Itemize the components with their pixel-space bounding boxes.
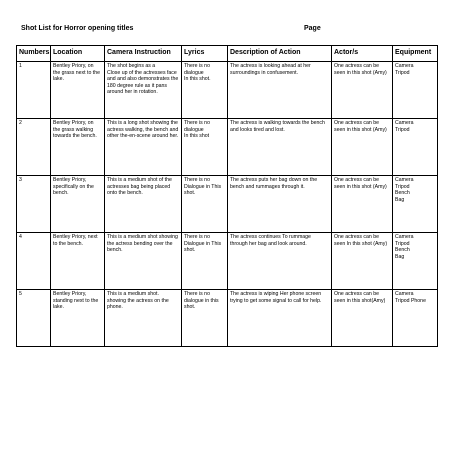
- cell-description-of-action: The actress is looking ahead at her surroundings in confusement.: [228, 62, 332, 119]
- cell-actors: One actress can be seen in this shot(Amy): [332, 290, 393, 347]
- table-row: [17, 233, 438, 290]
- cell-actors: One actress can be seen in this shot (Amy): [332, 119, 393, 176]
- cell-lyrics: There is no Dialogue in This shot.: [182, 176, 228, 233]
- cell-camera-instruction: This is a medium shot showing the actress bending over the bench.: [105, 233, 182, 290]
- column-header-numbers: Numbers: [17, 46, 51, 62]
- column-header-location: Location: [51, 46, 105, 62]
- cell-description-of-action: The actress is wiping Her phone screen trying to get some signal to call for help.: [228, 290, 332, 347]
- cell-number: 1: [17, 62, 51, 119]
- cell-camera-instruction: This is a medium shot. showing the actress on the phone.: [105, 290, 182, 347]
- cell-location: Bentley Priory, specifically on the bench.: [51, 176, 105, 233]
- cell-camera-instruction: The shot begins as a Close up of the actresses face and and also demonstrates the 180 degree rule as it pans around her in rotation.: [105, 62, 182, 119]
- cell-description-of-action: The actress continues To rummage through her bag and look around.: [228, 233, 332, 290]
- cell-camera-instruction: This is a medium shot of the actresses bag being placed onto the bench.: [105, 176, 182, 233]
- table-row: [17, 119, 438, 176]
- cell-actors: One actress can be seen in this shot (Amy): [332, 176, 393, 233]
- cell-lyrics: There is no dialogue In this shot: [182, 119, 228, 176]
- document-title: Shot List for Horror opening titles: [21, 25, 134, 32]
- table-row: [17, 290, 438, 347]
- cell-actors: One actress can be seen in this shot (Amy): [332, 62, 393, 119]
- page-label: Page: [304, 25, 321, 32]
- cell-lyrics: There is no dialogue In this shot.: [182, 62, 228, 119]
- cell-location: Bentley Priory, standing next to the lake.: [51, 290, 105, 347]
- cell-lyrics: There is no Dialogue in This shot.: [182, 233, 228, 290]
- column-header-lyrics: Lyrics: [182, 46, 228, 62]
- cell-number: 3: [17, 176, 51, 233]
- cell-number: 2: [17, 119, 51, 176]
- cell-equipment: Camera Tripod: [393, 62, 438, 119]
- shot-list-table: [16, 45, 438, 347]
- cell-equipment: Camera Tripod Bench Bag: [393, 233, 438, 290]
- table-row: [17, 176, 438, 233]
- cell-location: Bentley Priory, next to the bench.: [51, 233, 105, 290]
- cell-location: Bentley Priory, on the grass walking towards the bench.: [51, 119, 105, 176]
- cell-description-of-action: The actress is walking towards the bench and looks tired and lost.: [228, 119, 332, 176]
- cell-location: Bentley Priory, on the grass next to the lake.: [51, 62, 105, 119]
- column-header-camera-instruction: Camera Instruction: [105, 46, 182, 62]
- cell-description-of-action: The actress puts her bag down on the bench and rummages through it.: [228, 176, 332, 233]
- cell-number: 5: [17, 290, 51, 347]
- cell-actors: One actress can be seen In this shot (Amy): [332, 233, 393, 290]
- table-header-row: [17, 46, 438, 62]
- cell-camera-instruction: This is a long shot showing the actress walking, the bench and other the-en-scene around her.: [105, 119, 182, 176]
- cell-equipment: Camera Tripod Phone: [393, 290, 438, 347]
- table-row: [17, 62, 438, 119]
- cell-lyrics: There is no dialogue in this shot.: [182, 290, 228, 347]
- column-header-actors: Actor/s: [332, 46, 393, 62]
- column-header-equipment: Equipment: [393, 46, 438, 62]
- cell-number: 4: [17, 233, 51, 290]
- cell-equipment: Camera Tripod: [393, 119, 438, 176]
- cell-equipment: Camera Tripod Bench Bag: [393, 176, 438, 233]
- document-header: [19, 25, 439, 37]
- column-header-description-of-action: Description of Action: [228, 46, 332, 62]
